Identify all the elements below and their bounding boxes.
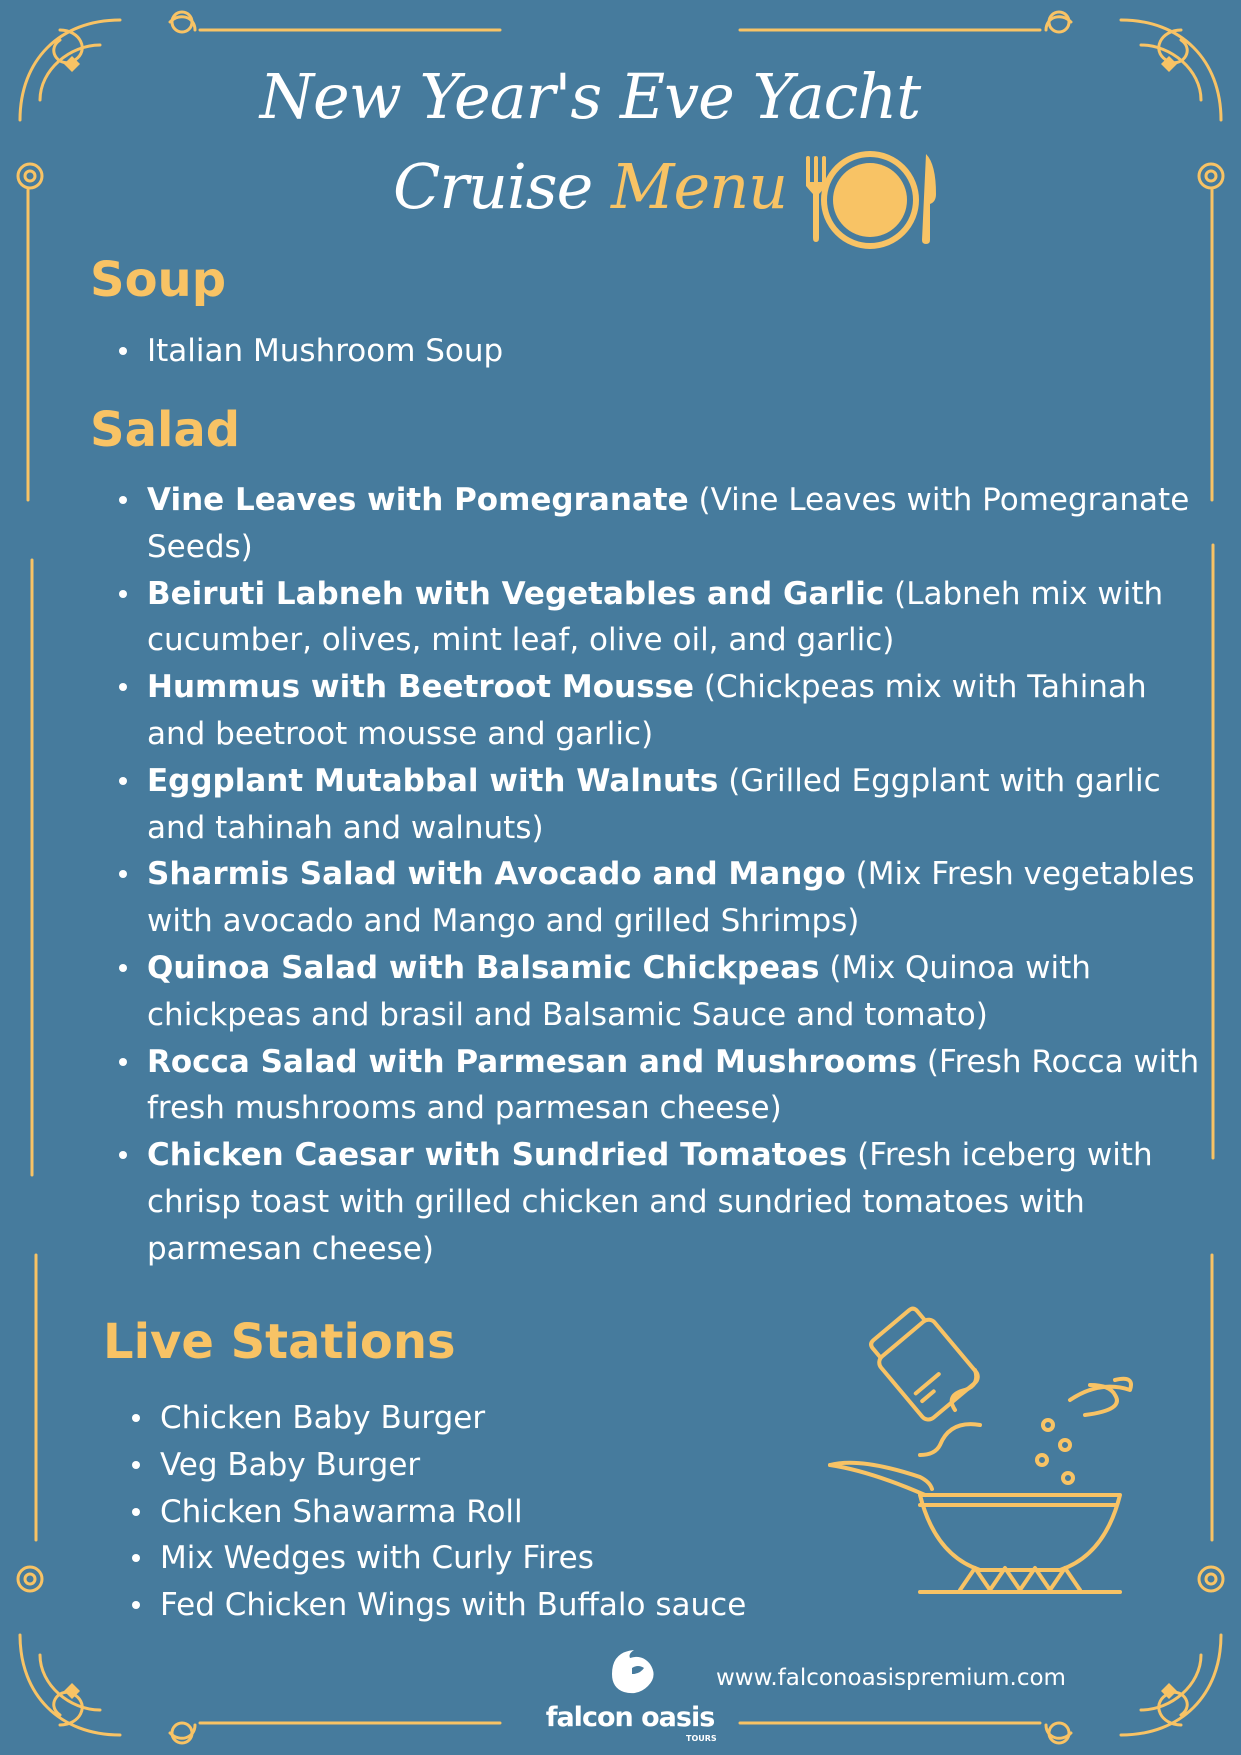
live-stations-heading: Live Stations xyxy=(103,1314,456,1370)
list-item xyxy=(147,758,1227,852)
title-line-1: New Year's Eve Yacht xyxy=(259,60,921,133)
website-link[interactable]: www.falconoasispremium.com xyxy=(716,1665,1066,1691)
list-item xyxy=(147,1039,1227,1133)
item-desc: (Fresh iceberg with xyxy=(847,1137,1153,1174)
item-name: Rocca Salad with Parmesan and Mushrooms xyxy=(147,1043,918,1080)
item-desc-cont: cucumber, olives, mint leaf, olive oil, and garlic) xyxy=(147,622,895,659)
item-desc: (Vine Leaves with Pomegranate xyxy=(688,482,1190,518)
live-stations-list xyxy=(116,1395,746,1629)
item-name: Eggplant Mutabbal with Walnuts xyxy=(147,762,719,799)
title-line-2-white: Cruise xyxy=(392,150,593,223)
list-item: Chicken Shawarma Roll xyxy=(160,1489,746,1536)
salad-list xyxy=(103,477,1227,1273)
list-item xyxy=(147,851,1227,945)
item-name: Vine Leaves with Pomegranate xyxy=(147,482,689,518)
item-desc-cont: chrisp toast with grilled chicken and sundried tomatoes with xyxy=(147,1183,1085,1220)
item-desc-cont: Seeds) xyxy=(147,528,253,565)
list-item xyxy=(147,664,1227,758)
item-desc: (Mix Quinoa with xyxy=(819,949,1091,986)
logo-subtext: TOURS xyxy=(686,1734,717,1743)
title-line-2-accent: Menu xyxy=(611,150,788,223)
falcon-logo-icon xyxy=(600,1642,660,1702)
item-desc-cont: with avocado and Mango and grilled Shrimps) xyxy=(147,903,860,940)
item-desc: (Grilled Eggplant with garlic xyxy=(718,762,1161,799)
item-desc-cont: chickpeas and brasil and Balsamic Sauce and tomato) xyxy=(147,996,988,1033)
logo-text: falcon oasis xyxy=(545,1702,715,1733)
item-desc: (Fresh Rocca with xyxy=(917,1043,1200,1080)
item-desc-cont: fresh mushrooms and parmesan cheese) xyxy=(147,1090,782,1127)
item-name: Chicken Caesar with Sundried Tomatoes xyxy=(147,1137,848,1174)
item-desc: (Mix Fresh vegetables xyxy=(845,856,1195,893)
item-desc-cont: and beetroot mousse and garlic) xyxy=(147,715,654,752)
list-item: Italian Mushroom Soup xyxy=(147,328,503,375)
cooking-pan-salt-shaker-icon xyxy=(820,1300,1140,1600)
list-item xyxy=(147,1132,1227,1272)
item-desc: (Labneh mix with xyxy=(884,575,1164,612)
list-item xyxy=(147,477,1227,571)
item-name: Beiruti Labneh with Vegetables and Garlic xyxy=(147,575,885,612)
soup-list xyxy=(103,328,503,375)
salad-heading: Salad xyxy=(90,402,241,458)
list-item: Fed Chicken Wings with Buffalo sauce xyxy=(160,1582,746,1629)
list-item: Chicken Baby Burger xyxy=(160,1395,746,1442)
item-name: Quinoa Salad with Balsamic Chickpeas xyxy=(147,949,820,986)
falcon-oasis-logo xyxy=(540,1640,720,1743)
item-name: Hummus with Beetroot Mousse xyxy=(147,669,695,706)
item-desc-cont: and tahinah and walnuts) xyxy=(147,809,544,846)
menu-title xyxy=(0,52,1180,232)
list-item xyxy=(147,945,1227,1039)
item-desc-cont-2: parmesan cheese) xyxy=(147,1230,434,1267)
list-item xyxy=(147,571,1227,665)
item-desc: (Chickpeas mix with Tahinah xyxy=(694,669,1147,706)
list-item: Veg Baby Burger xyxy=(160,1442,746,1489)
list-item: Mix Wedges with Curly Fires xyxy=(160,1535,746,1582)
plate-fork-knife-icon xyxy=(800,150,940,250)
item-name: Sharmis Salad with Avocado and Mango xyxy=(147,856,846,893)
soup-heading: Soup xyxy=(90,252,227,308)
title-line-2 xyxy=(0,142,1180,232)
